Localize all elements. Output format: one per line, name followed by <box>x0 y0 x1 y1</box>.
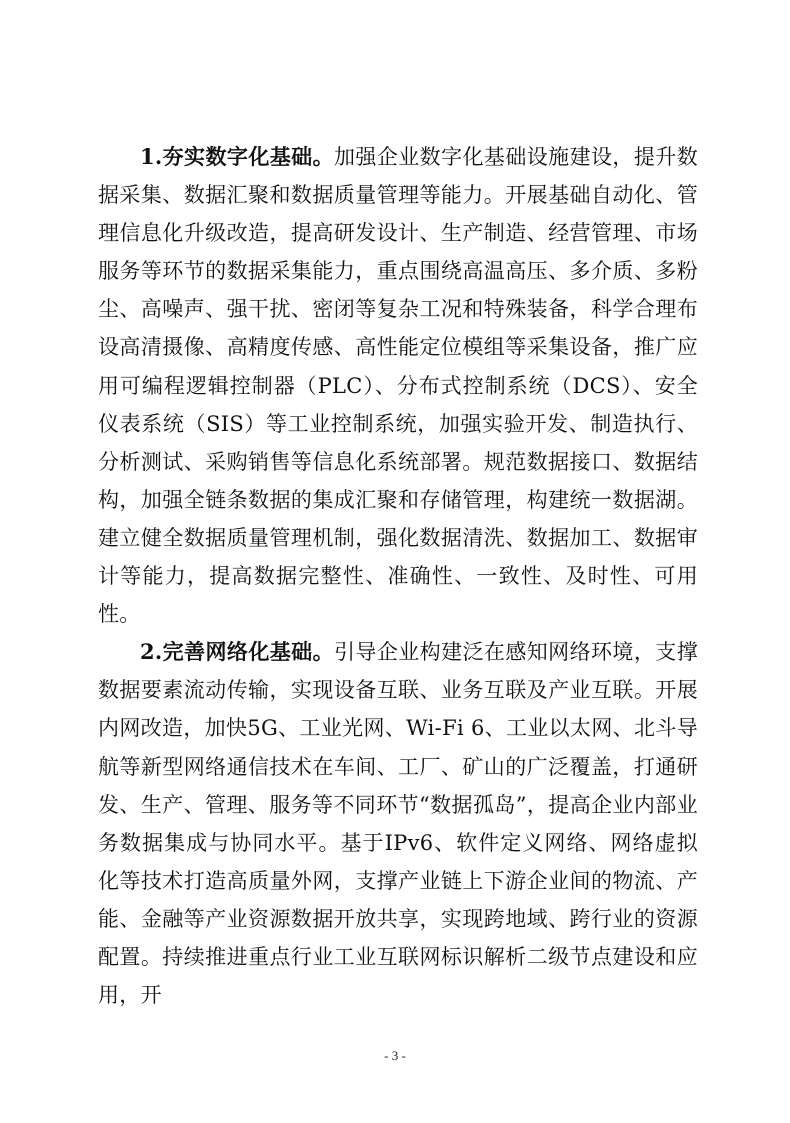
paragraph-digitalization <box>98 138 698 633</box>
paragraph-heading: 2.完善网络化基础。 <box>140 639 334 665</box>
paragraph-text: 加强企业数字化基础设施建设，提升数据采集、数据汇聚和数据质量管理等能力。开展基础自动化、管理信息化升级改造，提高研发设计、生产制造、经营管理、市场服务等环节的数据采集能力，重点围绕高温高压、多介质、多粉尘、高噪声、强干扰、密闭等复杂工况和特殊装备，科学合理布设高清摄像、高精度传感、高性能定位模组等采集设备，推广应用可编程逻辑控制器（PLC）、分布式控制系统（DCS）、安全仪表系统（SIS）等工业控制系统，加强实验开发、制造执行、分析测试、采购销售等信息化系统部署。规范数据接口、数据结构，加强全链条数据的集成汇聚和存储管理，构建统一数据湖。建立健全数据质量管理机制，强化数据清洗、数据加工、数据审计等能力，提高数据完整性、准确性、一致性、及时性、可用性。 <box>98 145 698 627</box>
paragraph-networking <box>98 633 698 1014</box>
paragraph-text: 引导企业构建泛在感知网络环境，支撑数据要素流动传输，实现设备互联、业务互联及产业互联。开展内网改造，加快5G、工业光网、Wi-Fi 6、工业以太网、北斗导航等新型网络通信技术在车间、工厂、矿山的广泛覆盖，打通研发、生产、管理、服务等不同环节“数据孤岛”，提高企业内部业务数据集成与协同水平。基于IPv6、软件定义网络、网络虚拟化等技术打造高质量外网，支撑产业链上下游企业间的物流、产能、金融等产业资源数据开放共享，实现跨地域、跨行业的资源配置。持续推进重点行业工业互联网标识解析二级节点建设和应用，开 <box>98 640 698 1008</box>
paragraph-heading: 1.夯实数字化基础。 <box>140 144 334 169</box>
page-number: - 3 - <box>384 1048 406 1063</box>
document-body <box>98 138 698 1014</box>
